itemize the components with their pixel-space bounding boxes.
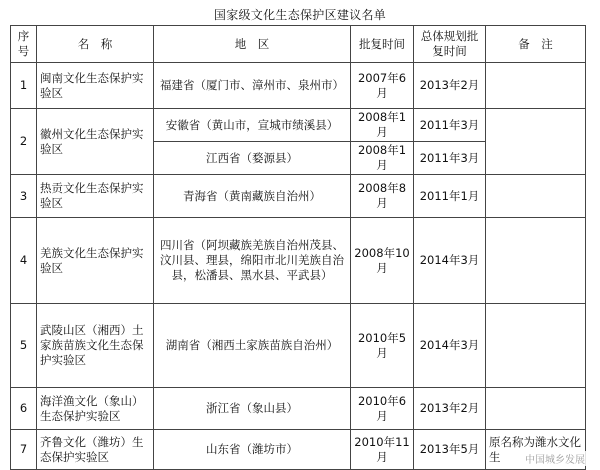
row-region: 江西省（婺源县）: [154, 142, 351, 175]
row-approve-date: 2008年8月: [351, 175, 414, 218]
row-note: [486, 109, 586, 175]
row-approve-date: 2008年1月: [351, 109, 414, 142]
row-approve-date: 2010年5月: [351, 304, 414, 388]
row-region: 安徽省（黄山市，宣城市绩溪县）: [154, 109, 351, 142]
header-approve-date: 批复时间: [351, 26, 414, 63]
row-plan-date: 2013年2月: [414, 63, 486, 109]
row-seq: 6: [11, 388, 37, 430]
table-header-row: [11, 26, 586, 63]
watermark: 中国城乡发展: [522, 451, 588, 466]
row-name: 徽州文化生态保护实验区: [37, 109, 154, 175]
table-row: [11, 175, 586, 218]
row-name: 热贡文化生态保护实验区: [37, 175, 154, 218]
row-name: 海洋渔文化（象山）生态保护实验区: [37, 388, 154, 430]
row-note: [486, 388, 586, 430]
row-region: 福建省（厦门市、漳州市、泉州市）: [154, 63, 351, 109]
row-note: [486, 218, 586, 304]
header-name: 名 称: [37, 26, 154, 63]
table-row: [11, 109, 586, 142]
header-plan-date: 总体规划批复时间: [414, 26, 486, 63]
row-plan-date: 2011年3月: [414, 109, 486, 142]
header-region: 地 区: [154, 26, 351, 63]
row-approve-date: 2010年11月: [351, 430, 414, 470]
row-approve-date: 2008年10月: [351, 218, 414, 304]
table-row: [11, 388, 586, 430]
row-approve-date: 2007年6月: [351, 63, 414, 109]
header-seq: 序号: [11, 26, 37, 63]
row-region: 青海省（黄南藏族自治州）: [154, 175, 351, 218]
row-name: 齐鲁文化（潍坊）生态保护实验区: [37, 430, 154, 470]
row-plan-date: 2011年1月: [414, 175, 486, 218]
row-region: 四川省（阿坝藏族羌族自治州茂县、汶川县、理县，绵阳市北川羌族自治县，松潘县、黑水县、平武县）: [154, 218, 351, 304]
row-seq: 4: [11, 218, 37, 304]
row-note: [486, 304, 586, 388]
row-seq: 5: [11, 304, 37, 388]
table-row: [11, 304, 586, 388]
row-plan-date: 2013年2月: [414, 388, 486, 430]
row-region: 山东省（潍坊市）: [154, 430, 351, 470]
row-seq: 7: [11, 430, 37, 470]
reserve-table: [10, 25, 586, 470]
row-plan-date: 2014年3月: [414, 304, 486, 388]
row-plan-date: 2013年5月: [414, 430, 486, 470]
table-row: [11, 218, 586, 304]
table-row: [11, 430, 586, 470]
row-plan-date: 2014年3月: [414, 218, 486, 304]
row-note: 原名称为潍水文化生: [486, 430, 586, 470]
row-note: [486, 63, 586, 109]
row-note: [486, 175, 586, 218]
row-approve-date: 2010年6月: [351, 388, 414, 430]
row-name: 闽南文化生态保护实验区: [37, 63, 154, 109]
table-row: [11, 63, 586, 109]
header-note: 备 注: [486, 26, 586, 63]
row-region: 浙江省（象山县）: [154, 388, 351, 430]
row-approve-date: 2008年1月: [351, 142, 414, 175]
row-plan-date: 2011年3月: [414, 142, 486, 175]
row-region: 湖南省（湘西土家族苗族自治州）: [154, 304, 351, 388]
row-name: 羌族文化生态保护实验区: [37, 218, 154, 304]
document-title: 国家级文化生态保护区建议名单: [213, 8, 387, 22]
row-seq: 3: [11, 175, 37, 218]
row-name: 武陵山区（湘西）土家族苗族文化生态保护实验区: [37, 304, 154, 388]
row-seq: 2: [11, 109, 37, 175]
row-seq: 1: [11, 63, 37, 109]
